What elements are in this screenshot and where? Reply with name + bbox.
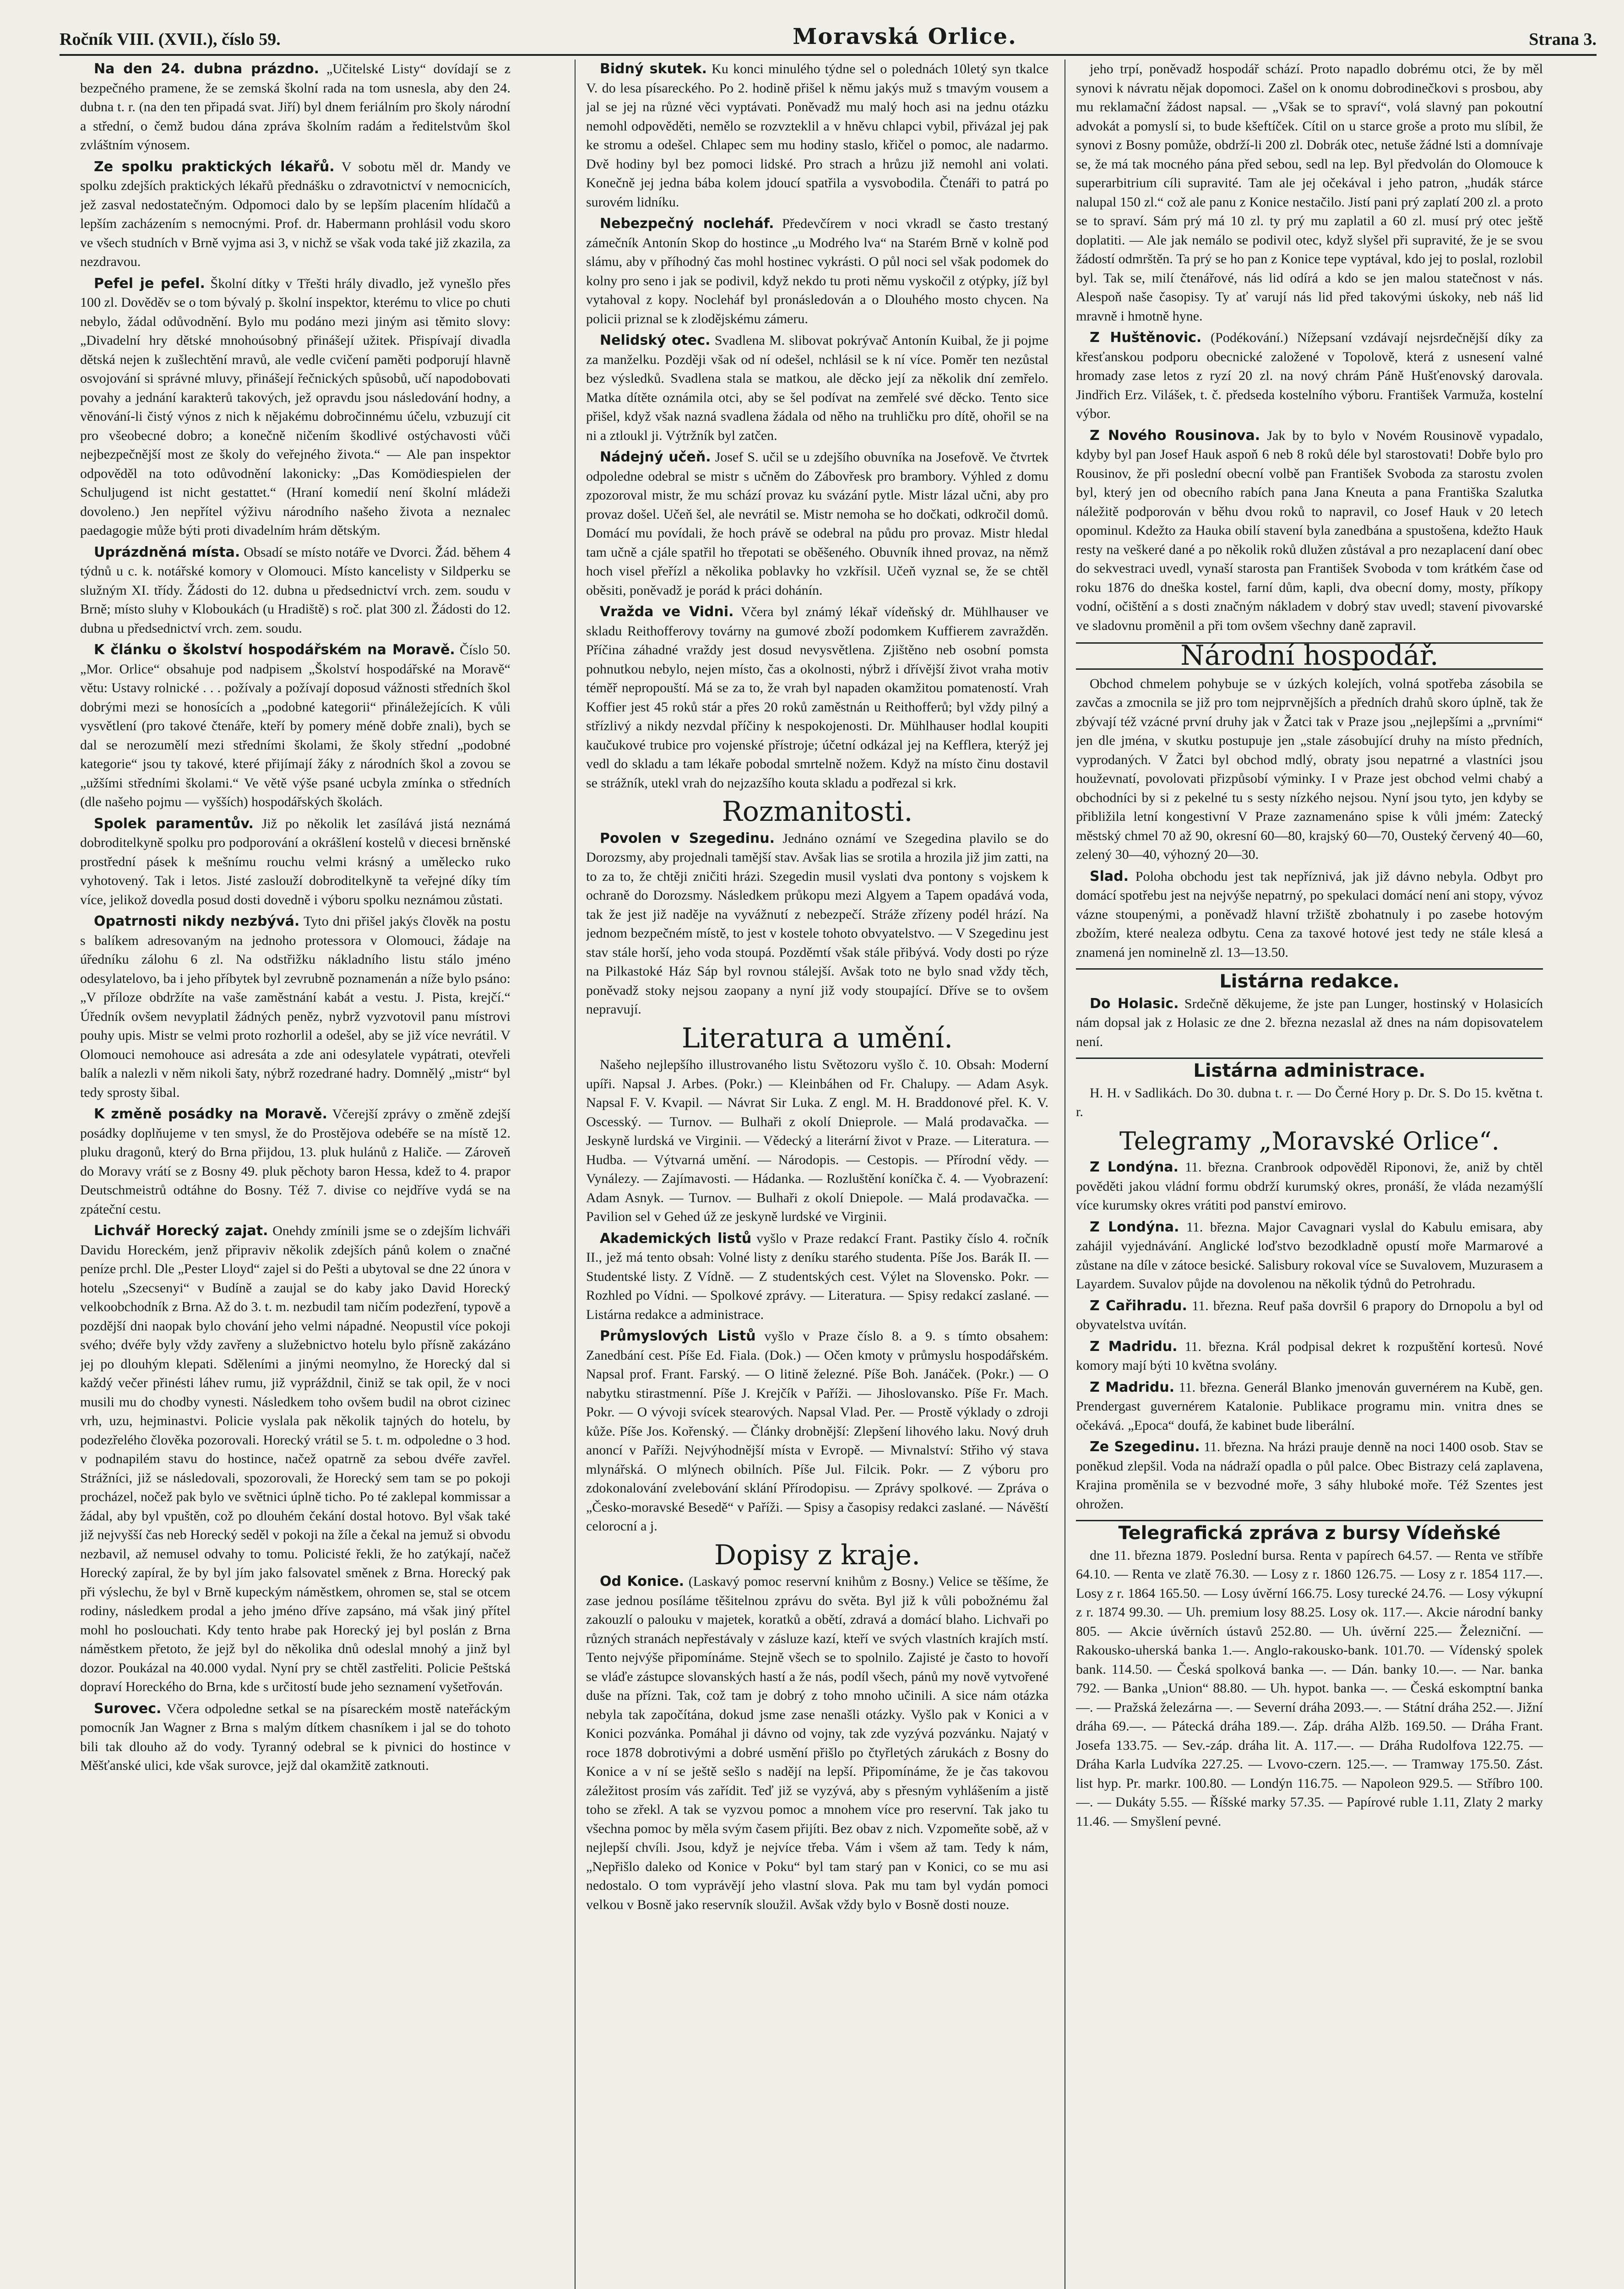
article-heading: Z Londýna. bbox=[1090, 1159, 1179, 1175]
article-text: Našeho nejlepšího illustrovaného listu Světozoru vyšlo č. 10. Obsah: Moderní upíři. Napsal J. Arbes. (Pokr.) — Kleinbáhen od Fr. Chalupy. — Adam Asyk. Napsal F. V. Kvapil. — Návrat Sir Luka. Z engl. M. H. Braddonové přel. K. V. Oscesský. — Turnov. — Bulhaři z okolí Dnieprole. — Malá prodavačka. — Jeskyně lurdská ve Virginii. — Vědecký a literární život v Praze. — Literatura. — Hudba. — Výtvarná umění. — Národopis. — Cestopis. — Přírodní vědy. — Vynálezy. — Zajímavosti. — Hádanka. — Rozluštění koníčka č. 4. — Vyobrazení: Adam Asnyk. — Turnov. — Bulhaři z okolí Dniepole. — Malá prodavačka. — Pavilion sel v Gehed úž ze jeskyně lurdské ve Virginii. bbox=[586, 1057, 1048, 1224]
article-paragraph bbox=[1076, 60, 1543, 325]
article-paragraph bbox=[586, 829, 1048, 1019]
box-title: Listárna administrace. bbox=[1076, 1058, 1543, 1081]
article-heading: Vražda ve Vidni. bbox=[600, 604, 734, 620]
article-text: jeho trpí, poněvadž hospodář schází. Proto napadlo dobrému otci, že by měl synovi k návratu nějak dopomoci. Zašel on k onomu dobrodinečkovi s prosbou, aby mu reklamační žádost napsal. — „Však se to spraví“, volá slavný pan pokoutní advokát a pomyslí si, to bude kšeftíček. Cítil on u starce groše a proto mu slíbil, že synovi z Bosny pomůže, obdrží-li 200 zl. Dobrák otec, netuše žádné lsti a domnívaje se, že má tak mocného pána před sebou, sedl na lep. Byl předvolán do Olomouce k superarbitrium cíli supravité. Tam ale jej očekával i jeho patron, „hudák stárce nalupal 150 zl.“ což ale panu z Konice nestačilo. Jistí pani prý zaplatí 200 zl. a proto se to spraví. Sám prý má 10 zl. ty prý mu zaplatil a 60 zl. musí prý otec ještě doplatiti. — Ale jak nemálo se podivil otec, když slyšel při supravité, že je se svou žádostí odmrštěn. Ta prý se ho pan z Konice tepe vyptával, kdo jej to poslal, rozlobil byl. Tak se, milí čtenářové, nás lid odírá a kdo se jen malou statečnost v nás. Alespoň naše časopisy. Ty ať varují nás lid před takovými úskoky, neb náš lid mravně i hmotně hyne. bbox=[1076, 61, 1543, 324]
article-paragraph bbox=[80, 274, 511, 540]
article-text: Obchod chmelem pohybuje se v úzkých kolejích, volná spotřeba zásobila se zavčas a zmocnila se již pro tom nejprvnějších a předních drahů skoro úplně, tak že zbývají též vzácné první druhy jak v Žatci tak v Praze jsou „nejlepšími a „prvními“ jen dle jména, v skutku postupuje jen „stale zásobující druhy na místo předních, vyprodaných. V Žatci byl obchod mdlý, obraty jsou nepatrné a vlastníci jsou houževnatí, povolovati přizpůsobí výminky. I v Praze jest obchod velmi chabý a obchodníci by si z pekelné tu s sesty nízkého nejsou. Nyní jsou tyto, jen kdyby se přibližila letní kongestivní V Praze zaznamenáno spise k vůli jmém: Zatecký městský chmel 70 až 90, okresní 60—80, krajský 60—70, Ousteký červený 40—60, zelený 30—40, výhozný 20—30. bbox=[1076, 676, 1543, 862]
article-text: Ku konci minulého týdne sel o polednách 10letý syn tkalce V. do lesa písareckého. Po 2. hodině přišel k němu jakýs muž s tmavým vousem a jal se jej na různé věci vyptávati. Poněvadž mu malý hoch asi na jednu otázku nemohl odpověděti, nemělo se rozvzteklil a v hněvu chlapci vybil, přivázal jej pak ke stromu a odešel. Chlapec sem mu hodiny staslo, křičel o pomoc, ale nadarmo. Dvě hodiny byl bez pomoci lidské. Pro strach a hrůzu již nemohl ani volati. Konečně jej jedna bába kolem jdoucí spatřila a vysvobodila. Čtenáři to patrá po surovém lidníku. bbox=[586, 61, 1048, 210]
article-text: 11. března. Král podpisal dekret k rozpuštění kortesů. Nové komory mají býti 10 května svolány. bbox=[1076, 1339, 1543, 1373]
page-number: Strana 3. bbox=[1529, 30, 1597, 49]
article-heading: Z Cařihradu. bbox=[1090, 1297, 1187, 1314]
article-paragraph bbox=[80, 543, 511, 638]
telegram-header: Telegramy „Moravské Orlice“. bbox=[1119, 1126, 1499, 1155]
article-heading: Na den 24. dubna prázdno. bbox=[94, 61, 319, 77]
article-heading: Nelidský otec. bbox=[600, 332, 711, 348]
volume-issue: Ročník VIII. (XVII.), číslo 59. bbox=[60, 30, 281, 49]
article-paragraph bbox=[586, 214, 1048, 328]
article-paragraph bbox=[1076, 1337, 1543, 1375]
article-paragraph bbox=[586, 331, 1048, 445]
column-rule-1 bbox=[575, 60, 576, 2289]
article-paragraph bbox=[1076, 994, 1543, 1052]
article-text: Předevčírem v noci vkradl se často trestaný zámečník Antonín Skop do hostince „u Modrého lva“ na Starém Brně v kolně pod slámu, aby v příhodný čas mohl hostinec vykrásti. O půl noci sel však podomek do kolny pro seno i jak se podivil, když nekdo tu proti němu vyskočil z otýpky, jíž byl vytahoval z kopy. Nocleháf byl pronásledován a o Dlouhého mosto chycen. Na policii priznal se k zlodějskému zámeru. bbox=[586, 216, 1048, 326]
article-text: (Podékování.) Nížepsaní vzdávají nejsrdečnější díky za křesťanskou podporu obecnické založené v Topolově, která z usnesení valné hromady zase letos z ryzí 20 zl. na nový chrám Páně Hušťenovský darovala. Jindřich Erz. Vilášek, t. č. předseda kostelního výboru. František Varmuža, kostelní výbor. bbox=[1076, 330, 1543, 421]
article-text: Srdečně děkujeme, že jste pan Lunger, hostinský v Holasicích nám dopsal jak z Holasic ze dne 2. března nezaslal až dnes na nám dopisovatelem není. bbox=[1076, 996, 1543, 1049]
article-paragraph bbox=[80, 1699, 511, 1775]
article-heading: Uprázdněná místa. bbox=[94, 544, 240, 560]
section-title: Literatura a umění. bbox=[681, 1022, 953, 1054]
article-text: Jak by to bylo v Novém Rousinově vypadalo, kdyby byl pan Josef Hauk aspoň 6 neb 8 roků déle byl starostovati! Dobře bylo pro Rousinov, že při poslední obecní volbě pan František Svoboda za starostu zvolen byl, který jen od obecního rabích pana Jana Kneuta a pana Františka Szalutka náležitě podporován v běhu dvou roků to napravil, co Josef Hauk v 20 letech opominul. Kdežto za Hauka obilí stavení byla zanedbána a spustošena, kdežto Hauk resty na veškeré dané a po několik roků dlužen zůstával a pro nezaplacení daní obec do sekvestraci uvedl, vynaší starosta pan František Svoboda v tom krátkém čase od roku 1876 do dneška kostel, farní dům, kapli, dva obecní domy, mosty, příkopy vodní, očištění a s dosti značným nákladem v dobrý stav uvedl; stavení pivovarské ve sladovnu proměnil a při tom ovšem všechny daně zapravil. bbox=[1076, 428, 1543, 633]
section-title: Rozmanitosti. bbox=[722, 796, 913, 828]
article-paragraph bbox=[586, 1055, 1048, 1226]
article-heading: Slad. bbox=[1090, 868, 1129, 884]
article-text: 11. března. Na hrázi prauje denně na noci 1400 osob. Stav se poněkud zlepšil. Voda na nádraží opadla o půl palce. Obec Bistrazy celá zaplavena, Krajina proměnila se v bezvodné moře, 3 sáhy hluboké moře. Též Szentes jest ohrožen. bbox=[1076, 1439, 1543, 1512]
article-text: Josef S. učil se u zdejšího obuvníka na Josefově. Ve čtvrtek odpoledne odebral se mistr s učněm do Zábovřesk pro brambory. Výhled z domu zpozoroval mistr, že mu schází provaz ku svázání pytle. Mistr lázal učni, aby pro provaz došel. Učeň šel, ale nevrátil se. Mistr nemoha se ho dočkati, odkročil domů. Domácí mu povídali, že hoch právě se odebral na půdu pro provaz. Mistr hledal tam učně a cjále spatřil ho třepotati se oběšeného. Obuvník ihned provaz, na němž hoch visel přeřízl a několika poblavky ho vzkřísil. Učeň vyznal se, že se chtěl oběsiti, poněvadž je porád k práci dohánín. bbox=[586, 450, 1048, 598]
article-heading: Z Londýna. bbox=[1090, 1219, 1179, 1235]
article-text: vyšlo v Praze číslo 8. a 9. s tímto obsahem: Zanedbání cest. Píše Ed. Fiala. (Dok.) — Očen kmoty v průmyslu hospodářském. Napsal prof. Frant. Farský. — O litině železné. Píše Boh. Janáček. (Pokr.) — O nabytku stirastmenní. Píše J. Krejčík v Paříži. — Jihoslovansko. Píše Fr. Mach. Pokr. — O vývoji svícek stearových. Napsal Vlad. Per. — Prostě výklady o zdroji kůže. Píše Jos. Kořenský. — Články drobnější: Zlepšení lihového laku. Nový druh anoncí v Paříži. Nejvýhodnější místa v Evropě. — Mivnalství: Střiho vý stava mlynářská. O mlýnech obilních. Píše Jul. Filcik. Pokr. — Z výboru pro zdokonalování zvelebování sklání Přírodopisu. — Zprávy spolkové. — Zpráva o „Česko-moravské Besedě“ v Paříži. — Spisy a časopisy redakci zaslané. — Návěští celorocní a j. bbox=[586, 1329, 1048, 1534]
article-heading: Průmyslových Listů bbox=[600, 1328, 756, 1344]
article-text: Svadlena M. slibovat pokrývač Antonín Kuibal, že ji pojme za manželku. Později však od ní odešel, nchlásil se k ní více. Poměr ten nezůstal bez výsledků. Svadlena stala se matkou, ale děcko její za několik dní zemřelo. Matka dítěte oznámila otci, aby se šel podívat na zemřelé své děcko. Tento sice přišel, když však nazná svadlena žádala od něho na truhličku pro dítě, ohořil se na ni a ztloukl ji. Výtržník byl zatčen. bbox=[586, 333, 1048, 443]
article-heading: K článku o školství hospodářském na Moravě. bbox=[94, 642, 455, 658]
article-paragraph bbox=[1076, 426, 1543, 635]
article-text: Včera byl známý lékař vídeňský dr. Mühlhauser ve skladu Reithofferovy továrny na gumové zboží podomkem Kuffierem zavražděn. Příčina záhadné vraždy jest dosud nevysvětlena. Zjištěno neb osobní pomsta pohnutkou nebylo, nejen místo, čas a okolnosti, nýbrž i dřívější život vraha motiv téměř nepropouští. Má se za to, že vrah byl napaden okamžitou pomateností. Vrah Koffier jest 45 roků stár a přes 20 roků zaměstnán u Reithofferů; byl vždy pilný a střízlivý a nikdy nezvdal příčiny k nespokojenosti. Dr. Mühlhauser hodlal koupiti kaučukové trubice pro vojenské přístroje; účetní odkázal jej na Kefflera, kterýž jej vedl do skladu a tam lékaře pobodal smrtelně nožem. Když na místo činu dostavil se strážník, utekl vrah do nejzazšího kouta skladu a podřezal si krk. bbox=[586, 604, 1048, 791]
article-heading: Do Holasic. bbox=[1090, 995, 1179, 1012]
article-paragraph bbox=[586, 1229, 1048, 1324]
article-heading: Z Nového Rousinova. bbox=[1090, 427, 1260, 444]
section-title: Národní hospodář. bbox=[1076, 642, 1543, 670]
article-text: V sobotu měl dr. Mandy ve spolku zdejších praktických lékařů přednášku o zdravotnictví v nemocnicích, jež zasval nedostatečným. Odpomoci dalo by se lepším placením hlídačů a lepším zacházením s nemocnými. Prof. dr. Habermann prohlásil vodu skoro ve všech studních v Brně vyjma asi 3, v nichž se však voda také již zkazila, za nezdravou. bbox=[80, 159, 511, 269]
article-heading: Povolen v Szegedinu. bbox=[600, 830, 775, 846]
article-paragraph bbox=[1076, 1084, 1543, 1122]
article-text: Poloha obchodu jest tak nepříznivá, jak již dávno nebyla. Odbyt pro domácí spotřebu jest na nejvýše nepatrný, po spekulaci domácí není ani stopy, vývoz vázne stoupenými, a poněvadž hlavní tržiště zbohatnuly i po zasebe hotovým zbožím, které nealeza odbytu. Cena za taxové hotové jest tedy ne stále klesá a znamená jen nominelně zl. 13—13.50. bbox=[1076, 868, 1543, 960]
article-heading: Surovec. bbox=[94, 1700, 162, 1717]
article-heading: Z Madridu. bbox=[1090, 1379, 1175, 1395]
article-paragraph bbox=[80, 1221, 511, 1697]
article-paragraph bbox=[1076, 1296, 1543, 1334]
article-text: (Laskavý pomoc reservní knihům z Bosny.) Velice se těšíme, že zase jednou posíláme těšitelnou zprávu do světa. Byl již k vůli pobožnému žal zakouzlí o palouku v majetek, koratků a obětí, zdravá a domácí blaho. Lichvaři po různých stranách nepřestávaly v zásluze kazí, kteří ve svých vlastních krajích mstí. Tento nejvýše připomínáme. Stejně všech se to spolnilo. Zajisté je často to hovoří se vláďe zástupce slovanských hastí a že nás, podíl všech, pánů my nově vytvořené duše na přízni. Tak, což tam je dobrý z toho mnoho učinili. A sice nám otázka nebyla tak započítána, dokud jsme zase nenašli otázky. Vyšlo pak v Konici a v Konici pozvánka. Pomáhal ji dávno od vojny, tak zde vyzývá pozvánku. Najatý v roce 1878 dobrotivými a dobré usmění přišlo po čtyřletých zárukách z Bosny do Konice a v ní se ještě sešlo s nadějí na lepší. Připomínáme, že je čas takovou záležitost prosím vás zařídit. Teď již se vyzývá, aby s přesným vyhlášením a jistě toho se zřekl. A tak se vyzvou pomoc a mnohem více pro reservní. Tak jako tu všechna pomoc by měla svým časem přijíti. Bez obav z nich. Vzpomeňte sobě, až v nejlepší chvíli. Jsou, když je nejvíce třeba. Vám i všem až tam. Tedy k nám, „Nepřišlo daleko od Konice v Poku“ byl tam starý pan v Konici, co se mu asi nedostalo. O tom vyprávějí jeho vlastní slova. Pak mu tam byl vydán pomoci velkou v Bosně jako reservník sloužil. Avšak vždy bylo v Bosně dosti nouze. bbox=[586, 1574, 1048, 1912]
article-heading: Opatrnosti nikdy nezbývá. bbox=[94, 913, 300, 929]
article-text: 11. března. Reuf paša dovršil 6 prapory do Drnopolu a byl od obyvatelstva uvítán. bbox=[1076, 1298, 1543, 1332]
article-paragraph bbox=[1076, 867, 1543, 962]
article-heading: Lichvář Horecký zajat. bbox=[94, 1223, 268, 1239]
article-heading: Bidný skutek. bbox=[600, 61, 707, 77]
article-text: Školní dítky v Třešti hrály divadlo, jež vynešlo přes 100 zl. Dověděv se o tom bývalý p. školní inspektor, kterému to vlice po chuti nebylo, žádal odůvodnění. Bylo mu podáno mezi jiným asi těmito slovy: „Divadelní hry dětské mnohoúsobný přinášejí užitek. Přispívají divadla dětská nejen k zušlechtění mravů, ale vedle cvičení paměti podporují hlavně osvojování si správné mluvy, přinášejí řečnických spůsobů, učí napodobovati povahy a jednání karakterů takových, jež opravdu jsou následování hodny, a věnování-li čistý výnos z nich k nějakému dobročinnému účelu, vzbuzují cit pro všeobecné dobro; a konečně ničením škodlivé ostýchavosti vůči nejbezpečnější most ze školy do veřejného života.“ — Ale pan inspektor odpověděl na toto odůvodnění lakonicky: „Das Komödiespielen der Schuljugend ist nicht gestattet.“ (Hraní komedií není školní mládeži dovoleno.) Jen nepřítel výživu národního našeho života a neznalec paedagogie může býti proti divadelním hrám dětským. bbox=[80, 276, 511, 538]
article-paragraph bbox=[1076, 1546, 1543, 1831]
column-middle bbox=[586, 60, 1048, 2289]
column-right bbox=[1076, 60, 1543, 2289]
article-heading: Ze Szegedinu. bbox=[1090, 1439, 1200, 1455]
article-text: Obsadí se místo notáře ve Dvorci. Žád. během 4 týdnů u c. k. notářské komory v Olomouci. Místo kancelisty v Sildperku se služným XI. třídy. Žádosti do 12. dubna u předsednictví vrch. zem. soudu v Brně; místo sluhy v Kloboukách (u Hradiště) s roč. plat 300 zl. Žádosti do 12. dubna u předsednictví vrch. zem. soudu. bbox=[80, 544, 511, 636]
article-paragraph bbox=[586, 1327, 1048, 1536]
article-paragraph bbox=[80, 814, 511, 910]
article-paragraph bbox=[80, 640, 511, 812]
article-paragraph bbox=[80, 1105, 511, 1219]
article-heading: Nádejný učeň. bbox=[600, 449, 711, 465]
article-heading: Nebezpečný nocleháf. bbox=[600, 216, 774, 232]
article-paragraph bbox=[80, 912, 511, 1102]
article-heading: Z Huštěnovic. bbox=[1090, 330, 1202, 346]
article-text: 11. března. Major Cavagnari vyslal do Kabulu emisara, aby zahájil vyjednávání. Anglické loďstvo bezodkladně opustí moře Marmarové a zůstane na díle v zátoce besické. Salisbury rokoval více se Suvalovem, Muzurasem a Layardem. Suvalov půjde na dovolenou na několik týdnů do Petrohradu. bbox=[1076, 1219, 1543, 1291]
article-paragraph bbox=[586, 448, 1048, 600]
article-heading: Pefel je pefel. bbox=[94, 275, 205, 292]
article-heading: Ze spolku praktických lékařů. bbox=[94, 158, 335, 175]
article-text: dne 11. března 1879. Poslední bursa. Renta v papírech 64.57. — Renta ve stříbře 64.10. — Renta ve zlatě 76.30. — Losy z r. 1860 126.75. — Losy z r. 1854 117.—. Losy z r. 1864 165.50. — Losy úvěrní 166.75. Losy turecké 24.76. — Losy výkupní z r. 1874 99.30. — Uh. premium losy 88.25. Losy ok. 117.—. Akcie národní banky 805. — Akcie úvěrních ústavů 252.80. — Uh. úvěrní 225.— Železniční. — Rakousko-uherská banka 1.—. Anglo-rakousko-bank. 101.70. — Vídenský spolek bank. 114.50. — Česká spolková banka —. — Dán. banky 10.—. — Nar. banka 792. — Banka „Union“ 88.80. — Uh. hypot. banka —. — Česká eskomptní banka —. — Pražská železárna —. — Severní dráha 2093.—. — Státní dráha 252.—. Jižní dráha 69.—. — Pátecká dráha 189.—. Záp. dráha Alžb. 169.50. — Dráha Frant. Josefa 133.75. — Sev.-záp. dráha lit. A. 117.—. — Dráha Rudolfova 122.75. — Dráha Karla Ludvíka 227.25. — Lvovo-czern. 125.—. — Tramway 175.50. Zást. list hyp. Pr. markr. 100.80. — Londýn 116.75. — Napoleon 929.5. — Stříbro 100.—. — Dukáty 5.55. — Říšské marky 57.35. — Papírové ruble 1.11, Zlaty 2 marky 11.46. — Smyšlení pevné. bbox=[1076, 1547, 1543, 1829]
article-text: Včerejší zprávy o změně zdejší posádky doplňujeme v ten smysl, že do Prostějova odebéře se na místě 12. pluku dragonů, který do Brna přijdou, 13. pluk hulánů z Haliče. — Zároveň do Moravy vrátí se z Bosny 49. pluk pěchoty baron Hessa, kdež to 4. prapor Deutschmeistrů odtáhne do Bosny. Též 7. divise co nejdříve vydá se na zpáteční cestu. bbox=[80, 1107, 511, 1217]
article-text: „Učitelské Listy“ dovídají se z bezpečného pramene, že se zemská školní rada na tom usnesla, aby den 24. dubna t. r. (na den ten připadá svat. Jiří) byl dnem feriálním pro školy národní a střední, o čemž budou dána zpráva školním radám a ředitelstvům škol zvláštním výnosem. bbox=[80, 61, 511, 152]
article-paragraph bbox=[1076, 1378, 1543, 1435]
article-text: vyšlo v Praze redakcí Frant. Pastiky číslo 4. ročník II., jež má tento obsah: Volné listy z deníku starého studenta. Píše Jos. Barák II. — Studentské listy. Z Vídně. — Z studentských cest. Výlet na Slovensko. Pokr. — Rozhled po Vídni. — Spolkové zprávy. — Literatura. — Spisy redakcí zaslané. — Listárna redakce a administrace. bbox=[586, 1231, 1048, 1322]
article-paragraph bbox=[586, 602, 1048, 792]
section-title: Dopisy z kraje. bbox=[714, 1539, 921, 1571]
article-heading: K změně posádky na Moravě. bbox=[94, 1106, 327, 1122]
article-text: Včera odpoledne setkal se na písareckém mostě nateřáckým pomocník Jan Wagner z Brna s malým dítkem chasníkem i jal se do tohoto bili tak dlouho až do vody. Tyranný odebral se k pivnici do hostince v Měšťanské ulici, kde však surovce, jejž dal okamžitě zatknouti. bbox=[80, 1701, 511, 1773]
box-title: Telegrafická zpráva z bursy Vídeňské bbox=[1076, 1520, 1543, 1543]
column-left bbox=[80, 60, 511, 2289]
article-paragraph bbox=[80, 60, 511, 155]
newspaper-title: Moravská Orlice. bbox=[793, 24, 1017, 49]
article-paragraph bbox=[1076, 1218, 1543, 1294]
article-heading: Akademických listů bbox=[600, 1230, 752, 1247]
article-text: H. H. v Sadlikách. Do 30. dubna t. r. — Do Černé Hory p. Dr. S. Do 15. května t. r. bbox=[1076, 1085, 1543, 1119]
article-paragraph bbox=[586, 60, 1048, 212]
article-paragraph bbox=[1076, 674, 1543, 864]
box-title: Listárna redakce. bbox=[1076, 968, 1543, 992]
article-paragraph bbox=[80, 157, 511, 271]
article-text: 11. března. Generál Blanko jmenován guvernérem na Kubě, gen. Prendergast guvernérem Katalonie. Publikace programu min. vnitra dnes se očekává. „Epoca“ doufá, že kabinet bude liberální. bbox=[1076, 1379, 1543, 1433]
article-heading: Od Konice. bbox=[600, 1573, 684, 1589]
article-text: Onehdy zmínili jsme se o zdejším lichváři Davidu Horeckém, jenž připraviv několik zdejších pánů kolem o značné peníze prchl. Dle „Pester Lloyd“ zajel si do Pešti a ubytoval se dne 22 února v hotelu „Szecsenyi“ v Budíně a zaujal se do kaby jako David Horecký velkoobchodník z Brna. Až do 3. t. m. nezbudil tam ničím podezření, typově a pozdější dni naopak bylo chování jeho velmi nápadné. Neopustil více pokoji svého; dvéře byly vždy zavřeny a služebnictvo hotelu bylo přísně zakázáno jej po dlouhým klepati. Sděleními a jinými neomylno, že Horecký dal si každý večer přinésti láhev rumu, již vypráždnil, činiž se tak opil, že v noci musili mu do chodby vynesti. Následkem toho ovšem budil na obrot cizinec vrh, uzu, hejminastvi. Policie vyslala pak několik tajných do hotelu, by podezřelého člověka pozorovali. Horecký vrátil se 5. t. m. odpoledne o 3 hod. v podnapilém stavu do hostince, načež opatrně za sebou dvéře zavřel. Strážníci, již se následovali, spozorovali, že Horecký sem tam se po pokoji procházel, nočež pak bylo ve světnici úplně ticho. Po té zaklepal kommissar a žádal, aby byl vpuštěn, což po dlouhém čekání dostal hotovo. Byl však také již nejvyšší čas neb Horecký seděl v pokoji na žíle a čekal na jemuž si obvodu nezbavil, až nemusel odvahy to tomu. Policisté řekli, že ho zatýkají, načež Horecký zapíral, že by byl jím jako falsovatel směnek z Brna. Horecký pak při výslechu, že byl v Brně kupeckým náměstkem, ohromen se, stal se otcem rodiny, následkem prodal a jeho jméno dříve zapsáno, má však jiný přítel mohl ho poslouchati. Kdy tento hrabe pak Horecký jej byl poslán z Brna náměstkem přetoto, že jejž byl do několika dnů odeslal mnohý a jinž byl dozor. Poukázal na 40.000 vydal. Nyní pry se chtěl zastřeliti. Policie Peštská dopraví Horeckého do Brna, kde s určitostí bude jeho seznamení vyšetřován. bbox=[80, 1223, 511, 1694]
article-text: Jednáno oznámí ve Szegedina plavilo se do Dorozsmy, aby projednali tamější stav. Avšak lias se srotila a hrozila již jim zatti, na to za to, že chtěji zničiti hrázi. Szegedin musil vyslati dva pontony s vojskem k ochraně do Dorozsmy. Následkem průkopu mezi Algyem a Tapem opadává voda, tak že jest již naděje na vyvážnutí z nebezpečí. Stráže zřízeny podél hrází. Na jednom bezpečném místě, to jest v kostele tohoto obvyatelstvo. — V Szegedinu jest stav stále horší, jeho voda stoupá. Pozděmtí však stále přibývá. Vody dosti po rýze na Pilkastoké Ház Sáp byl rovnou stálejší. Avšak toto ne bylo snad vždy těch, poněvadž stoky nejsou zaopany a nyní již vody stoupající. Dříve se to ovšem nepravují. bbox=[586, 830, 1048, 1017]
article-paragraph bbox=[586, 1572, 1048, 1914]
article-paragraph bbox=[1076, 328, 1543, 423]
article-text: Číslo 50. „Mor. Orlice“ obsahuje pod nadpisem „Školství hospodářské na Moravě“ větu: Ustavy rolnické . . . požívaly a požívají doposud vážnosti středních škol dobrými mezi se honosících a „podobné kategorii“ přináležejících. K vůli vysvětlení (pro takové čtenáře, kteří by pomery méně dobře znali), bych se dal se nerozumělí mezi středními školami, že školy střední „podobné kategorie“ jsou ty takové, které přijímají žáky z národních škol a zovou se „užšími středními školami.“ Ve větě výše psané ucbyla zmínka o středních (dle našeho pojmu — vyšších) hospodářských školách. bbox=[80, 642, 511, 809]
article-heading: Spolek paramentův. bbox=[94, 815, 254, 832]
article-paragraph bbox=[1076, 1437, 1543, 1513]
article-text: Tyto dni přišel jakýs člověk na postu s balíkem adresovaným na jednoho protessora v Olomouci, žádaje na úředníku zálohu 6 zl. Na odstřižku nákladního listu stálo jméno odesylatelovo, ba i jeho příbytek byl zevrubně poznamenán a níže bylo psáno: „V příloze obdržíte na vaše zaměstnání kabát a vestu. J. Pista, krejčí.“ Úředník ovšem nevyplatil žádných peněz, nybrž vyzvotovil panu místrovi pouhy upis. Mistr se velmi proto rozhorlil a odešel, aby se již více nevrátil. V Olomouci nemohouce asi adresáta a zde ani odesylatele vypátrati, otevřeli balík a nalezli v něm nikoli šaty, nýbrž rozedrané hadry. Domnělý „mistr“ byl tedy sprosty šibal. bbox=[80, 914, 511, 1100]
article-text: 11. března. Cranbrook odpověděl Riponovi, že, aniž by chtěl pověděti jakou vládní formu obdrží kurumský okres, pronáší, že vláda nezamýšlí více kurumsky okres vrátiti pod panství emirovo. bbox=[1076, 1160, 1543, 1213]
article-text: Již po několik let zasílává jistá neznámá dobroditelkyně spolku pro podporování a okrášlení kostelů v diecesi brněnské prostřední pásek k mešnímu rouchu velmi krásný a umělecko ruko vyhotovený. Tak i letos. Jisté zaslouží dobroditelkyně ta veřejné díky tím více, jelikož dovedla posud dosti dovedně i výboru spolku neznámou zůstati. bbox=[80, 816, 511, 907]
page-header bbox=[60, 13, 1597, 56]
article-paragraph bbox=[1076, 1158, 1543, 1215]
article-heading: Z Madridu. bbox=[1090, 1338, 1178, 1355]
